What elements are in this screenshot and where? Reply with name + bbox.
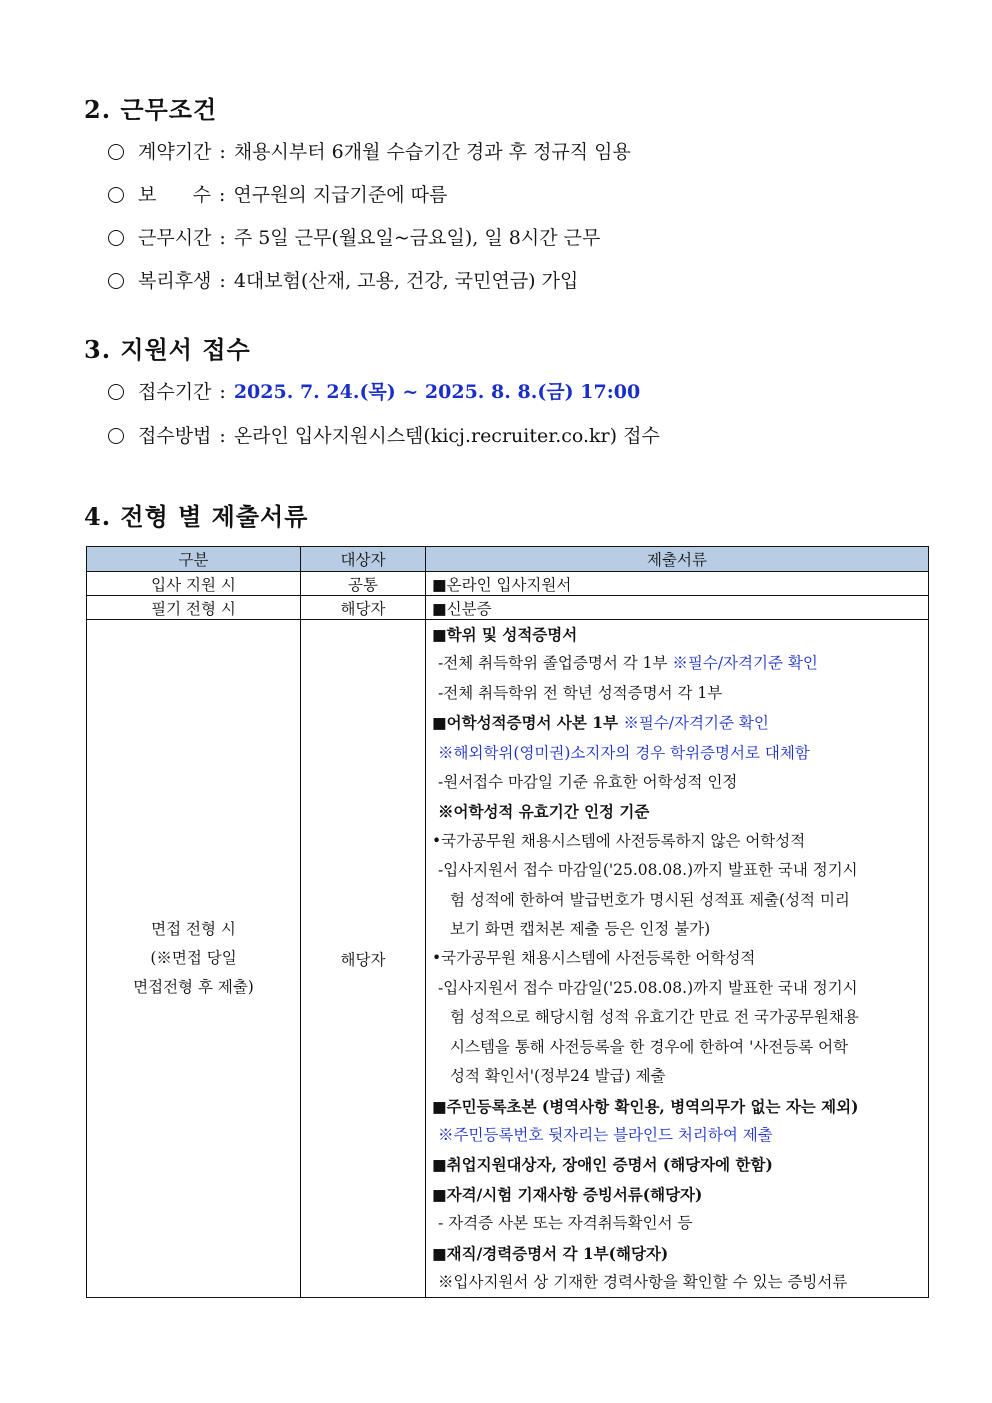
condition-value: 채용시부터 6개월 수습기간 경과 후 정규직 임용 [233,141,631,163]
condition-label: 복리후생 [138,270,212,292]
doc-item: 험 성적에 한하여 발급번호가 명시된 성적표 제출(성적 미리 [450,890,850,909]
stage-cell: 필기 전형 시 [87,596,301,620]
application-period-value: 2025. 7. 24.(목) ~ 2025. 8. 8.(금) 17:00 [233,381,641,403]
doc-item: -입사지원서 접수 마감일('25.08.08.)까지 발표한 국내 정기시 [438,978,858,997]
stage-line: 면접전형 후 제출) [133,978,254,997]
table-row [87,596,929,620]
table-row [87,620,929,1298]
application-label: 접수방법 [138,425,212,447]
condition-label: 보 수 [138,184,211,206]
doc-item: ※어학성적 유효기간 인정 기준 [438,802,650,822]
doc-item: ※주민등록번호 뒷자리는 블라인드 처리하여 제출 [438,1125,773,1144]
header-target: 대상자 [301,547,426,572]
section-4-title: 4. 전형 별 제출서류 [84,502,309,531]
target-cell: 해당자 [301,620,426,1298]
doc-item: •국가공무원 채용시스템에 사전등록한 어학성적 [432,949,756,968]
table-row [87,572,929,596]
application-label: 접수기간 [138,381,212,403]
required-note: ※필수/자격기준 확인 [623,714,769,733]
documents-cell: ■신분증 [426,596,929,620]
application-method: 접수방법 : 온라인 입사지원시스템(kicj.recruiter.co.kr) 접수 [108,421,660,448]
stage-cell [87,620,301,1298]
header-documents: 제출서류 [426,547,929,572]
doc-item: ※해외학위(영미권)소지자의 경우 학위증명서로 대체함 [438,743,810,762]
circle-bullet-icon [108,273,124,289]
condition-pay: 보 수 : 연구원의 지급기준에 따름 [108,180,447,207]
doc-item: ■학위 및 성적증명서 [432,625,578,644]
condition-welfare: 복리후생 : 4대보험(산재, 고용, 건강, 국민연금) 가입 [108,266,578,293]
documents-cell [426,620,929,1298]
condition-value: 연구원의 지급기준에 따름 [233,184,448,206]
doc-item: ■재직/경력증명서 각 1부(해당자) [432,1243,669,1263]
section-2-title: 2. 근무조건 [84,95,218,124]
doc-item: ■자격/시험 기재사항 증빙서류(해당자) [432,1184,703,1204]
doc-item: - 자격증 사본 또는 자격취득확인서 등 [438,1214,693,1233]
doc-item: -원서접수 마감일 기준 유효한 어학성적 인정 [438,773,738,792]
condition-contract: 계약기간 : 채용시부터 6개월 수습기간 경과 후 정규직 임용 [108,137,631,164]
circle-bullet-icon [108,144,124,160]
doc-item: -전체 취득학위 졸업증명서 각 1부 ※필수/자격기준 확인 [438,654,818,673]
circle-bullet-icon [108,187,124,203]
circle-bullet-icon [108,428,124,444]
doc-item: ■어학성적증명서 사본 1부 ※필수/자격기준 확인 [432,713,769,733]
circle-bullet-icon [108,230,124,246]
stage-line: (※면접 당일 [150,948,237,967]
doc-item: ※입사지원서 상 기재한 경력사항을 확인할 수 있는 증빙서류 [438,1272,848,1291]
doc-item: -전체 취득학위 전 학년 성적증명서 각 1부 [438,683,723,702]
application-method-value: 온라인 입사지원시스템(kicj.recruiter.co.kr) 접수 [233,425,660,447]
doc-item: -입사지원서 접수 마감일('25.08.08.)까지 발표한 국내 정기시 [438,861,858,880]
section-3-title: 3. 지원서 접수 [84,335,251,364]
doc-item: •국가공무원 채용시스템에 사전등록하지 않은 어학성적 [432,831,806,850]
documents-cell: ■온라인 입사지원서 [426,572,929,596]
circle-bullet-icon [108,384,124,400]
doc-item: ■주민등록초본 (병역사항 확인용, 병역의무가 없는 자는 제외) [432,1096,859,1116]
condition-value: 주 5일 근무(월요일~금요일), 일 8시간 근무 [233,227,601,249]
header-category: 구분 [87,547,301,572]
condition-hours: 근무시간 : 주 5일 근무(월요일~금요일), 일 8시간 근무 [108,223,600,250]
target-cell: 공통 [301,572,426,596]
doc-item: 험 성적으로 해당시험 성적 유효기간 만료 전 국가공무원채용 [450,1008,859,1027]
doc-item: 시스템을 통해 사전등록을 한 경우에 한하여 '사전등록 어학 [450,1037,849,1056]
condition-value: 4대보험(산재, 고용, 건강, 국민연금) 가입 [233,270,579,292]
doc-item: 성적 확인서'(정부24 발급) 제출 [450,1067,666,1086]
documents-table [86,546,929,1298]
required-note: ※필수/자격기준 확인 [672,654,818,673]
condition-label: 근무시간 [138,227,212,249]
stage-line: 면접 전형 시 [151,919,236,938]
stage-cell: 입사 지원 시 [87,572,301,596]
doc-item: 보기 화면 캡처본 제출 등은 인정 불가) [450,920,711,939]
doc-item: ■취업지원대상자, 장애인 증명서 (해당자에 한함) [432,1155,773,1175]
application-period: 접수기간 : 2025. 7. 24.(목) ~ 2025. 8. 8.(금) 17:00 [108,377,640,404]
condition-label: 계약기간 [138,141,212,163]
target-cell: 해당자 [301,596,426,620]
